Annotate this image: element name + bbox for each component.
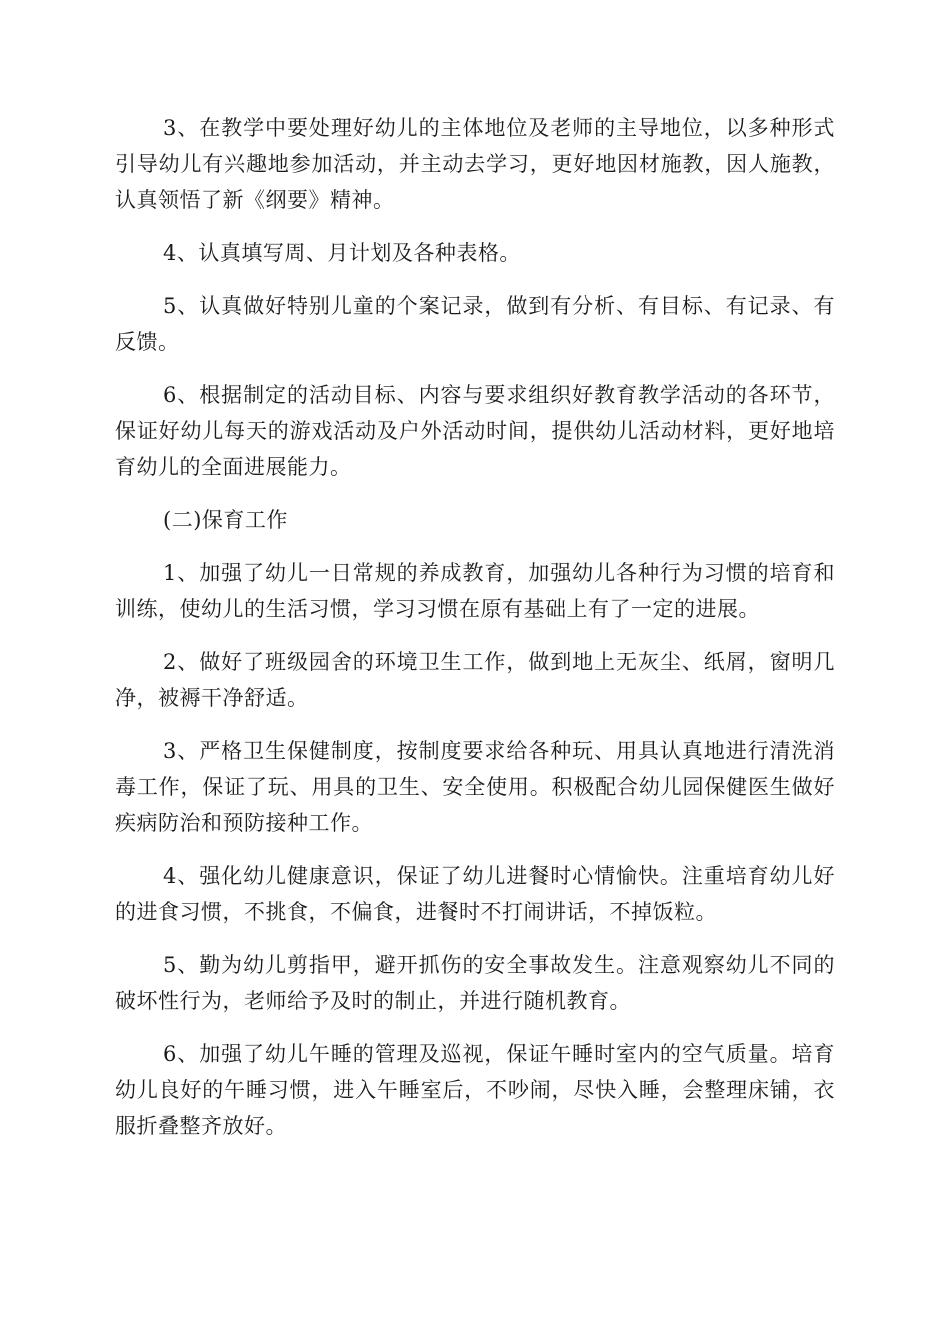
teaching-item-6: 6、根据制定的活动目标、内容与要求组织好教育教学活动的各环节，保证好幼儿每天的游戏活动及户外活动时间，提供幼儿活动材料，更好地培育幼儿的全面进展能力。 (115, 383, 835, 479)
teaching-item-4: 4、认真填写周、月计划及各种表格。 (163, 241, 521, 265)
care-item-2: 2、做好了班级园舍的环境卫生工作，做到地上无灰尘、纸屑，窗明几净，被褥干净舒适。 (115, 650, 835, 710)
care-item-5: 5、勤为幼儿剪指甲，避开抓伤的安全事故发生。注意观察幼儿不同的破坏性行为，老师给予及时的制止，并进行随机教育。 (115, 953, 835, 1013)
document-page (115, 110, 835, 1161)
care-item-4: 4、强化幼儿健康意识，保证了幼儿进餐时心情愉快。注重培育幼儿好的进食习惯，不挑食，不偏食，进餐时不打闹讲话，不掉饭粒。 (115, 864, 835, 924)
section-heading-care: (二)保育工作 (163, 508, 288, 532)
care-item-1: 1、加强了幼儿一日常规的养成教育，加强幼儿各种行为习惯的培育和训练，使幼儿的生活习惯，学习习惯在原有基础上有了一定的进展。 (115, 561, 835, 621)
teaching-item-5: 5、认真做好特别儿童的个案记录，做到有分析、有目标、有记录、有反馈。 (115, 294, 835, 354)
teaching-item-3: 3、在教学中要处理好幼儿的主体地位及老师的主导地位，以多种形式引导幼儿有兴趣地参加活动，并主动去学习，更好地因材施教，因人施教，认真领悟了新《纲要》精神。 (115, 116, 835, 212)
care-item-6: 6、加强了幼儿午睡的管理及巡视，保证午睡时室内的空气质量。培育幼儿良好的午睡习惯，进入午睡室后，不吵闹，尽快入睡，会整理床铺，衣服折叠整齐放好。 (115, 1042, 835, 1138)
care-item-3: 3、严格卫生保健制度，按制度要求给各种玩、用具认真地进行清洗消毒工作，保证了玩、用具的卫生、安全使用。积极配合幼儿园保健医生做好疾病防治和预防接种工作。 (115, 739, 835, 835)
